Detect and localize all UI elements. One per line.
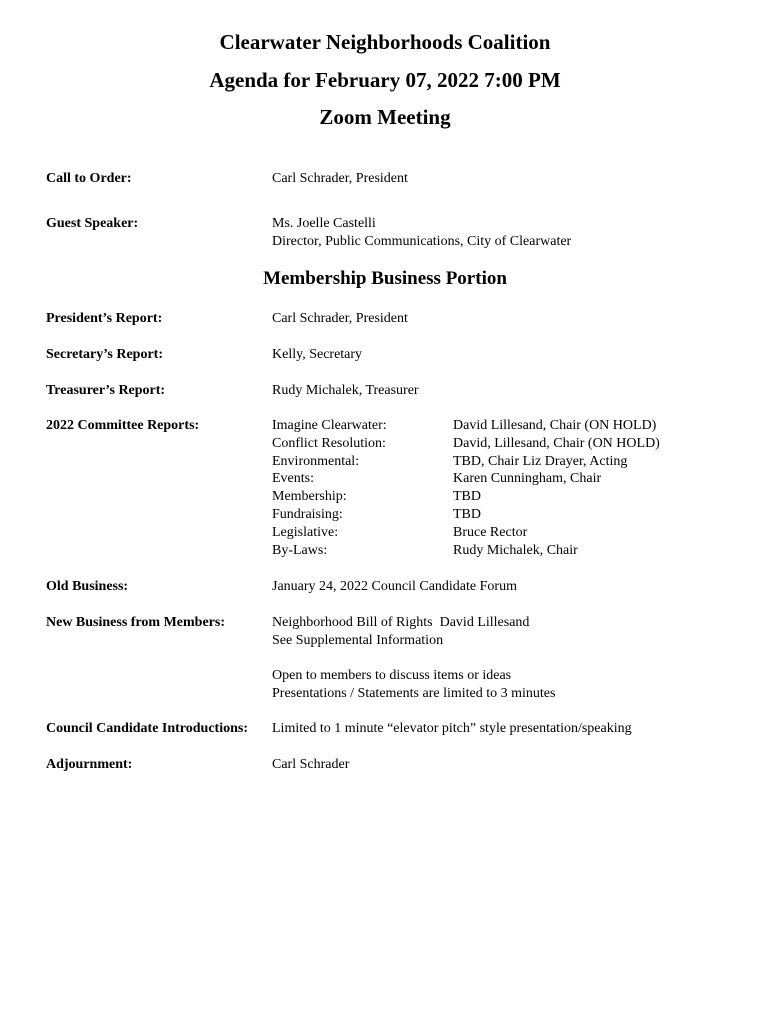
committee-chair: TBD bbox=[453, 506, 481, 522]
meeting-title: Zoom Meeting bbox=[319, 105, 451, 129]
treasurers-report-value: Rudy Michalek, Treasurer bbox=[272, 383, 419, 398]
adjournment-label: Adjournment: bbox=[46, 757, 133, 772]
committee-row bbox=[272, 524, 660, 542]
new-business-notes bbox=[272, 667, 555, 703]
call-to-order-label: Call to Order: bbox=[46, 171, 132, 186]
committee-reports-label: 2022 Committee Reports: bbox=[46, 418, 200, 433]
membership-section-title: Membership Business Portion bbox=[263, 268, 507, 289]
committee-list bbox=[272, 417, 660, 559]
org-title: Clearwater Neighborhoods Coalition bbox=[219, 30, 551, 54]
committee-chair: Rudy Michalek, Chair bbox=[453, 542, 578, 558]
adjournment-value: Carl Schrader bbox=[272, 757, 350, 772]
committee-name: Conflict Resolution: bbox=[272, 435, 386, 451]
committee-chair: Bruce Rector bbox=[453, 524, 528, 540]
guest-speaker-label: Guest Speaker: bbox=[46, 216, 139, 231]
guest-speaker-value bbox=[272, 215, 571, 251]
committee-row bbox=[272, 435, 660, 453]
new-business-value bbox=[272, 614, 529, 650]
committee-chair: David Lillesand, Chair (ON HOLD) bbox=[453, 418, 657, 433]
secretarys-report-label: Secretary’s Report: bbox=[46, 347, 164, 362]
committee-name: Events: bbox=[272, 471, 314, 487]
committee-chair: Karen Cunningham, Chair bbox=[453, 471, 602, 487]
agenda-title: Agenda for February 07, 2022 7:00 PM bbox=[209, 68, 561, 92]
committee-name: Imagine Clearwater: bbox=[272, 418, 387, 433]
new-business-line: Neighborhood Bill of Rights David Lillesand bbox=[272, 615, 530, 630]
council-intros-label: Council Candidate Introductions: bbox=[46, 721, 249, 736]
committee-row bbox=[272, 506, 660, 524]
treasurers-report-label: Treasurer’s Report: bbox=[46, 383, 166, 398]
committee-name: Environmental: bbox=[272, 453, 360, 469]
committee-chair: TBD bbox=[453, 489, 481, 505]
guest-speaker-name: Ms. Joelle Castelli bbox=[272, 216, 376, 231]
committee-name: By-Laws: bbox=[272, 542, 328, 558]
old-business-label: Old Business: bbox=[46, 579, 129, 594]
new-business-line: Presentations / Statements are limited to 3 minutes bbox=[272, 686, 556, 701]
committee-name: Legislative: bbox=[272, 524, 339, 540]
new-business-label: New Business from Members: bbox=[46, 615, 225, 630]
guest-speaker-title: Director, Public Communications, City of Clearwater bbox=[272, 234, 572, 249]
new-business-line: See Supplemental Information bbox=[272, 633, 444, 648]
committee-row bbox=[272, 470, 660, 488]
committee-chair: TBD, Chair Liz Drayer, Acting bbox=[453, 453, 628, 469]
committee-row bbox=[272, 417, 660, 435]
council-intros-value: Limited to 1 minute “elevator pitch” style presentation/speaking bbox=[272, 721, 632, 736]
call-to-order-value: Carl Schrader, President bbox=[272, 171, 408, 186]
presidents-report-label: President’s Report: bbox=[46, 311, 163, 326]
new-business-line: Open to members to discuss items or ideas bbox=[272, 668, 512, 683]
presidents-report-value: Carl Schrader, President bbox=[272, 311, 408, 326]
committee-row bbox=[272, 488, 660, 506]
committee-row bbox=[272, 542, 660, 560]
committee-chair: David, Lillesand, Chair (ON HOLD) bbox=[453, 435, 660, 451]
committee-name: Membership: bbox=[272, 489, 347, 505]
secretarys-report-value: Kelly, Secretary bbox=[272, 347, 363, 362]
committee-row bbox=[272, 453, 660, 471]
old-business-value: January 24, 2022 Council Candidate Forum bbox=[272, 579, 517, 594]
committee-name: Fundraising: bbox=[272, 506, 343, 522]
